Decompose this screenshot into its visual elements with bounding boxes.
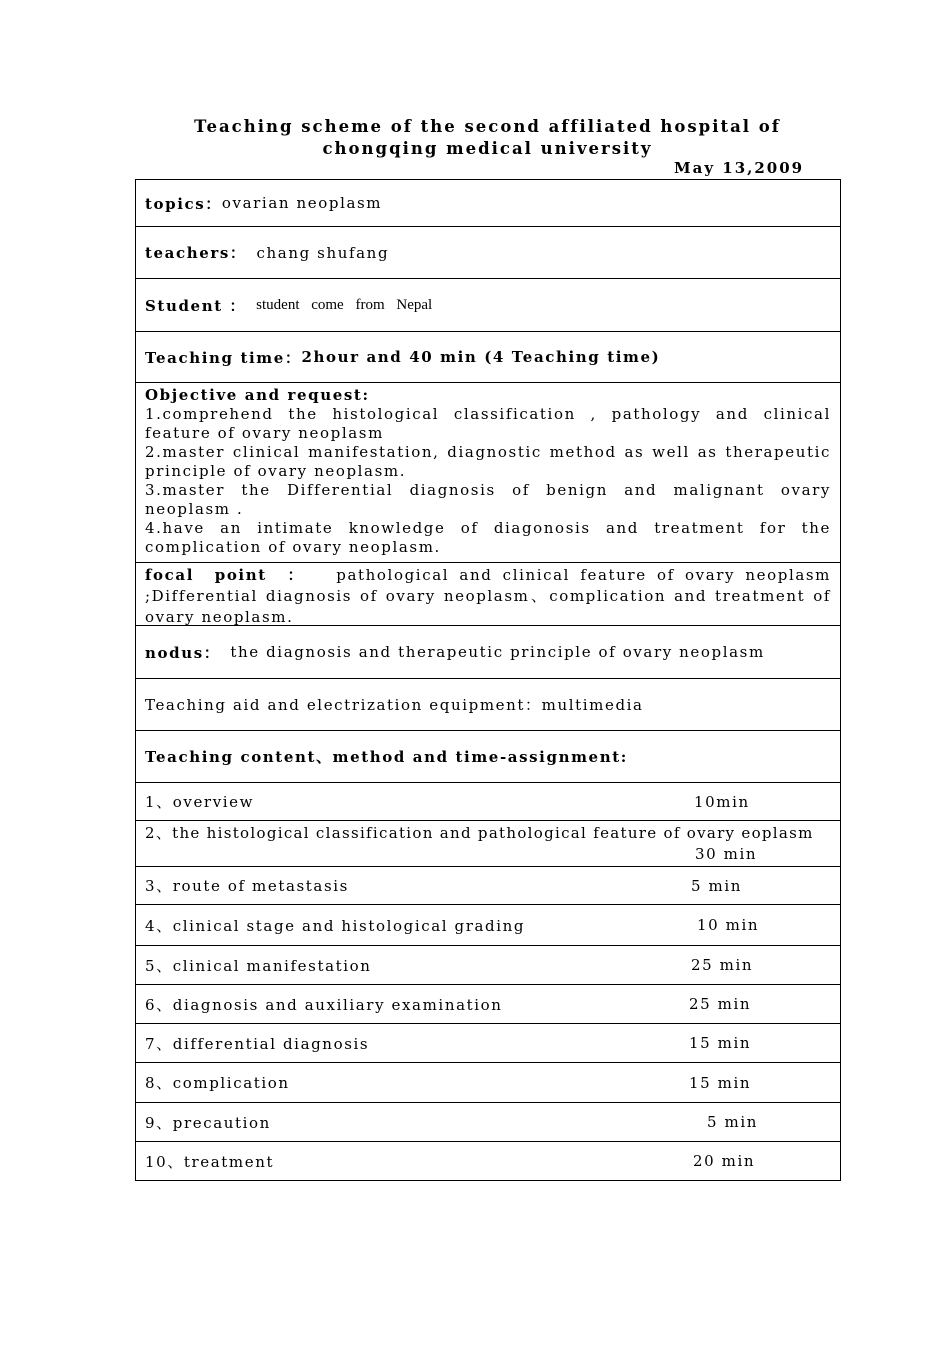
content-item-row [136,867,840,905]
student-value: student come from Nepal [256,296,433,313]
teaching-time-value: 2hour and 40 min (4 Teaching time) [301,348,661,366]
content-item-row [136,985,840,1024]
content-item-label: 10、treatment [145,1152,275,1171]
student-row [136,279,840,332]
content-item-label: 2、the histological classification and pathological feature of ovary eoplasm [145,824,814,842]
content-item-time: 20 min [693,1152,756,1170]
content-item-label: 5、clinical manifestation [145,956,372,975]
document-date: May 13,2009 [674,159,805,177]
content-item-time: 15 min [689,1073,752,1092]
focal-point-label: focal point ： [145,566,309,584]
objective-heading: Objective and request: [145,386,370,404]
content-item-time: 5 min [691,876,742,895]
content-item-row [136,1063,840,1103]
student-label: Student ： [145,296,247,315]
content-item-time: 15 min [689,1034,752,1052]
topics-label: topics： [145,194,222,213]
content-item-row [136,1142,840,1180]
nodus-label: nodus： [145,643,221,662]
content-item-time: 25 min [691,956,754,974]
content-item-label: 9、precaution [145,1113,271,1132]
teaching-time-label: Teaching time： [145,348,302,367]
content-item-label: 6、diagnosis and auxiliary examination [145,995,503,1014]
focal-point-row [136,563,840,626]
content-item-time: 10min [694,792,750,811]
teaching-aid-text: Teaching aid and electrization equipment：multimedia [145,696,644,714]
topics-value: ovarian neoplasm [221,194,383,212]
content-item-row [136,1024,840,1063]
content-item-row [136,821,840,867]
content-item-time: 5 min [707,1113,758,1131]
content-item-label: 7、differential diagnosis [145,1034,370,1053]
objective-item: 3.master the Differential diagnosis of benign and malignant ovary neoplasm . [145,481,831,518]
content-item-row [136,905,840,946]
content-item-time: 30 min [695,845,758,863]
content-item-time: 25 min [689,995,752,1013]
teaching-scheme-table [135,179,841,1181]
content-heading-row [136,731,840,783]
objective-item: 1.comprehend the histological classification , pathology and clinical feature of ovary neoplasm [145,405,831,442]
content-item-label: 8、complication [145,1074,290,1092]
objective-item: 2.master clinical manifestation, diagnostic method as well as therapeutic principle of ovary neoplasm. [145,443,831,480]
teaching-aid-row [136,679,840,731]
content-item-label: 3、route of metastasis [145,877,349,895]
content-item-label: 4、clinical stage and histological grading [145,916,526,935]
nodus-row [136,626,840,679]
content-item-row [136,1103,840,1142]
teachers-value: chang shufang [256,243,390,262]
document-title: Teaching scheme of the second affiliated hospital of chongqing medical university [194,117,781,158]
content-item-label: 1、overview [145,793,255,811]
teaching-time-row [136,332,840,383]
content-heading: Teaching content、method and time-assignment: [145,748,628,766]
nodus-value: the diagnosis and therapeutic principle of ovary neoplasm [230,643,765,661]
content-item-time: 10 min [697,916,760,934]
objective-item: 4.have an intimate knowledge of diagonosis and treatment for the complication of ovary neoplasm. [145,519,831,556]
content-item-row [136,946,840,985]
objective-row [136,383,840,563]
topics-row [136,180,840,227]
teachers-row [136,227,840,279]
content-item-row [136,783,840,821]
focal-point-value: pathological and clinical feature of ovary neoplasm ;Differential diagnosis of ovary neoplasm、complication and treatment of ovary neoplasm. [145,566,831,626]
teachers-label: teachers： [145,244,247,262]
